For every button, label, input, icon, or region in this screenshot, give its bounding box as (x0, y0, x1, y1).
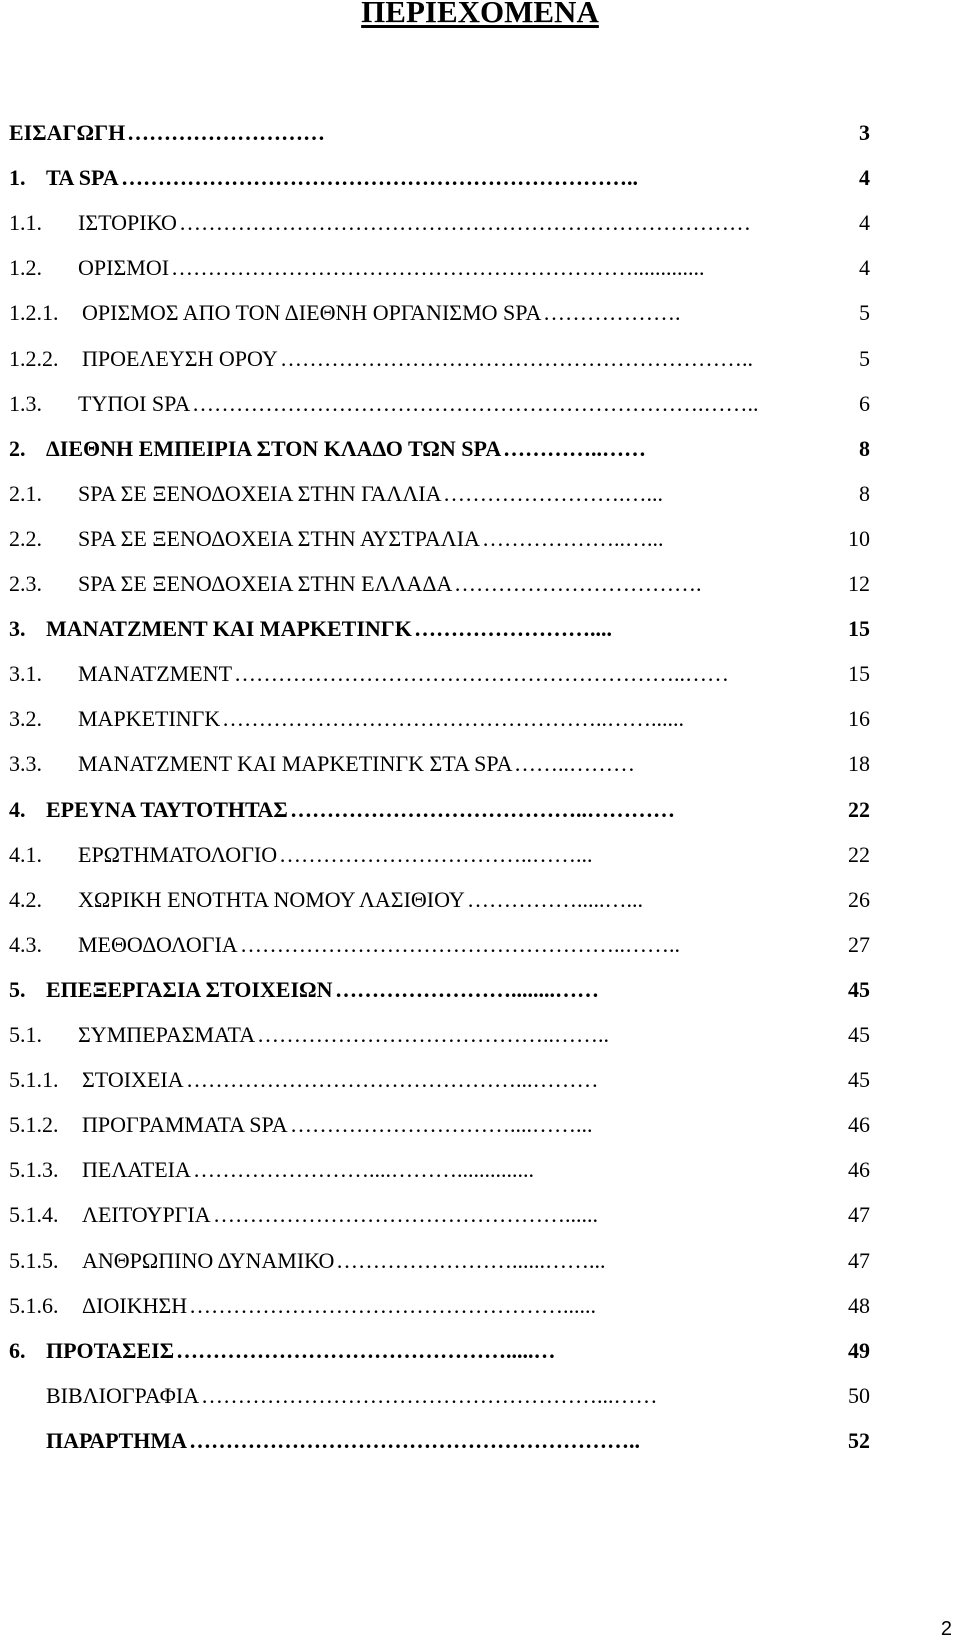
toc-entry-leader: ……………………………………………...... (189, 1292, 596, 1318)
toc-entry-label: ΣΤΟΙΧΕΙΑ (82, 1067, 184, 1093)
toc-entry (0, 163, 960, 193)
toc-entry-page: 49 (848, 1337, 870, 1363)
toc-entry-label: ΟΡΙΣΜΟΙ (78, 255, 170, 281)
toc-entry (0, 118, 960, 148)
toc-entry-label: ΠΑΡΑΡΤΗΜΑ (46, 1427, 187, 1453)
toc-entry-page: 5 (859, 300, 870, 326)
toc-entry (0, 344, 960, 374)
toc-entry-number: 2.1. (9, 480, 42, 506)
toc-entry-page: 46 (848, 1112, 870, 1138)
toc-entry-number: 4.3. (9, 931, 42, 957)
toc-entry-leader: …………………….... (414, 616, 612, 642)
toc-entry-label: SPA ΣΕ ΞΕΝΟΔΟΧΕΙΑ ΣΤΗΝ ΕΛΛΑΔΑ (78, 571, 453, 596)
toc-entry-number: 2.3. (9, 571, 42, 596)
toc-entry (0, 749, 960, 779)
toc-entry (0, 524, 960, 554)
page-title: ΠΕΡΙΕΧΟΜΕΝΑ (361, 0, 599, 29)
toc-entry-page: 22 (848, 841, 870, 867)
toc-entry-leader: ……………………………………………..……...... (222, 706, 684, 732)
toc-entry-number: 5. (9, 976, 26, 1002)
toc-entry-label: ΠΡΟΕΛΕΥΣΗ ΟΡΟΥ (82, 345, 278, 371)
toc-entry-leader: ………………………………………...……… (186, 1067, 599, 1093)
toc-entry-page: 15 (848, 661, 870, 687)
toc-entry-number: 4.2. (9, 886, 42, 912)
toc-entry-leader: ……………………… (127, 120, 325, 145)
toc-entry-label: ΤΥΠΟΙ SPA (78, 390, 191, 416)
toc-entry-number: 4. (9, 796, 26, 822)
toc-entry-leader: ……………………………..……... (279, 841, 593, 867)
toc-entry-label: SPA ΣΕ ΞΕΝΟΔΟΧΕΙΑ ΣΤΗΝ ΑΥΣΤΡΑΛΙΑ (78, 525, 480, 551)
toc-entry-label: ΑΝΘΡΩΠΙΝΟ ΔΥΝΑΜΙΚΟ (82, 1247, 335, 1273)
toc-entry-leader: …………………………………..…….. (257, 1022, 609, 1047)
toc-entry-number: 1.2.1. (9, 300, 59, 326)
toc-entry-number: 3.3. (9, 751, 42, 777)
toc-entry-leader: …………………………………………...... (213, 1202, 598, 1228)
toc-entry-leader: ………………………………………………...…… (201, 1382, 658, 1408)
toc-entry-leader: …………………………………………………………….. (121, 165, 638, 191)
toc-entry-number: 1.3. (9, 390, 42, 416)
toc-entry-leader: …………………………………..………… (290, 796, 675, 822)
page-number: 2 (940, 1618, 952, 1640)
toc-entry-number: 5.1.3. (9, 1157, 59, 1183)
toc-entry-number: 1.1. (9, 210, 42, 236)
toc-entry-page: 26 (848, 886, 870, 912)
toc-entry-number: 5.1.6. (9, 1292, 59, 1318)
toc-entry-number: 1.2. (9, 255, 42, 281)
toc-entry-page: 50 (848, 1382, 870, 1408)
toc-entry-leader: ……………………………………….....… (176, 1337, 556, 1363)
toc-entry-page: 18 (848, 751, 870, 777)
toc-entry-label: ΠΡΟΤΑΣΕΙΣ (46, 1337, 175, 1363)
toc-entry (0, 1155, 960, 1185)
toc-entry-leader: …………………….…... (443, 480, 663, 506)
toc-entry-page: 6 (859, 390, 870, 416)
toc-entry-label: ΔΙΟΙΚΗΣΗ (82, 1292, 188, 1318)
toc-entry (0, 975, 960, 1005)
toc-entry-number: 3.1. (9, 661, 42, 687)
toc-entry-page: 8 (859, 480, 870, 506)
toc-entry-page: 12 (848, 571, 870, 596)
toc-entry-page: 45 (848, 976, 870, 1002)
toc-entry-leader: ……………………......……... (336, 1247, 606, 1273)
toc-entry (0, 1110, 960, 1140)
toc-entry-page: 16 (848, 706, 870, 732)
toc-entry (0, 479, 960, 509)
toc-entry-number: 1. (9, 165, 26, 191)
toc-entry-label: ΙΣΤΟΡΙΚΟ (78, 210, 177, 236)
toc-entry-label: ΧΩΡΙΚΗ ΕΝΟΤΗΤΑ ΝΟΜΟΥ ΛΑΣΙΘΙΟΥ (78, 886, 465, 912)
toc-entry (0, 389, 960, 419)
toc-entry (0, 1291, 960, 1321)
toc-entry-page: 8 (859, 435, 870, 461)
toc-entry (0, 569, 960, 599)
toc-entry-leader: ……………………………. (454, 571, 702, 596)
toc-entry-label: ΜΑΝΑΤΖΜΕΝΤ ΚΑΙ ΜΑΡΚΕΤΙΝΓΚ (46, 616, 412, 642)
toc-entry-label: SPA ΣΕ ΞΕΝΟΔΟΧΕΙΑ ΣΤΗΝ ΓΑΛΛΙΑ (78, 480, 442, 506)
toc-entry-page: 3 (859, 120, 870, 145)
toc-entry (0, 1381, 960, 1411)
toc-entry-leader: …………………………………………………….. (189, 1427, 640, 1453)
toc-entry (0, 795, 960, 825)
toc-entry-page: 46 (848, 1157, 870, 1183)
toc-entry-leader: ……………………………………………..…….. (240, 931, 680, 957)
toc-entry-label: ΜΑΡΚΕΤΙΝΓΚ (78, 706, 221, 732)
toc-entry-leader: …………..…… (503, 435, 646, 461)
toc-entry-number: 5.1.4. (9, 1202, 59, 1228)
toc-entry-label: ΜΕΘΟΔΟΛΟΓΙΑ (78, 931, 238, 957)
toc-entry-label: ΠΡΟΓΡΑΜΜΑΤΑ SPA (82, 1112, 288, 1138)
toc-entry (0, 253, 960, 283)
toc-entry (0, 1065, 960, 1095)
toc-entry-page: 4 (859, 255, 870, 281)
toc-entry-label: ΒΙΒΛΙΟΓΡΑΦΙΑ (46, 1382, 200, 1408)
toc-entry-number: 3. (9, 616, 26, 642)
toc-entry (0, 614, 960, 644)
toc-entry-label: ΜΑΝΑΤΖΜΕΝΤ (78, 661, 233, 687)
toc-entry-label: ΤΑ SPA (46, 165, 119, 191)
toc-entry-label: ΟΡΙΣΜΟΣ ΑΠΟ ΤΟΝ ΔΙΕΘΝΗ ΟΡΓΑΝΙΣΜΟ SPA (82, 300, 542, 326)
toc-entry-number: 4.1. (9, 841, 42, 867)
toc-entry (0, 1246, 960, 1276)
toc-entry-label: ΠΕΛΑΤΕΙΑ (82, 1157, 191, 1183)
toc-entry-leader: ……..……… (514, 751, 635, 777)
toc-entry-leader: ……………………………………………………….. (280, 345, 753, 371)
toc-entry (0, 930, 960, 960)
toc-entry-page: 47 (848, 1247, 870, 1273)
toc-entry-page: 27 (848, 931, 870, 957)
toc-entry-number: 5.1. (9, 1022, 42, 1047)
toc-entry-label: ΕΡΩΤΗΜΑΤΟΛΟΓΙΟ (78, 841, 278, 867)
toc-entry (0, 1336, 960, 1366)
toc-entry-leader: …………………………………………………………….…….. (192, 390, 759, 416)
toc-entry-number: 2.2. (9, 525, 42, 551)
toc-entry-leader: ………………. (543, 300, 681, 326)
toc-entry-label: ΕΙΣΑΓΩΓΗ (9, 120, 126, 145)
toc-entry-page: 4 (859, 165, 870, 191)
toc-entry-leader: …………………………....……... (290, 1112, 593, 1138)
toc-entry (0, 840, 960, 870)
toc-entry-label: ΔΙΕΘΝΗ ΕΜΠΕΙΡΙΑ ΣΤΟΝ ΚΛΑΔΟ ΤΩΝ SPA (46, 435, 502, 461)
toc-entry-page: 48 (848, 1292, 870, 1318)
toc-entry-leader: ………………………………………………………............. (171, 255, 705, 281)
toc-entry (0, 298, 960, 328)
toc-entry-number: 1.2.2. (9, 345, 59, 371)
toc-entry-page: 45 (848, 1022, 870, 1047)
toc-entry-leader: ……………………………………………………..…… (234, 661, 729, 687)
toc-entry (0, 659, 960, 689)
toc-entry (0, 885, 960, 915)
toc-entry-number: 6. (9, 1337, 26, 1363)
toc-entry (0, 434, 960, 464)
toc-entry-page: 4 (859, 210, 870, 236)
toc-entry-label: ΕΠΕΞΕΡΓΑΣΙΑ ΣΤΟΙΧΕΙΩΝ (46, 976, 333, 1002)
toc-entry-page: 15 (848, 616, 870, 642)
toc-entry (0, 1020, 960, 1050)
toc-entry-page: 52 (848, 1427, 870, 1453)
toc-entry-leader: ……………………........…… (335, 976, 599, 1002)
toc-entry (0, 704, 960, 734)
toc-entry-number: 5.1.1. (9, 1067, 59, 1093)
toc-entry-label: ΕΡΕΥΝΑ ΤΑΥΤΟΤΗΤΑΣ (46, 796, 288, 822)
toc-entry-label: ΜΑΝΑΤΖΜΕΝΤ ΚΑΙ ΜΑΡΚΕΤΙΝΓΚ ΣΤΑ SPA (78, 751, 513, 777)
toc-entry-page: 47 (848, 1202, 870, 1228)
toc-entry (0, 1426, 960, 1456)
toc-entry-number: 5.1.5. (9, 1247, 59, 1273)
toc-entry-leader: ………………..…... (482, 525, 664, 551)
toc-entry-label: ΣΥΜΠΕΡΑΣΜΑΤΑ (78, 1022, 256, 1047)
toc-entry-leader: ……………………....……….............. (193, 1157, 534, 1183)
toc-entry-page: 10 (848, 525, 870, 551)
toc-entry-page: 5 (859, 345, 870, 371)
toc-entry-leader: …………….....…... (467, 886, 643, 912)
toc-entry-number: 5.1.2. (9, 1112, 59, 1138)
toc-entry (0, 208, 960, 238)
toc-entry-leader: …………………………………………………………………… (179, 210, 751, 236)
toc-entry-number: 3.2. (9, 706, 42, 732)
toc-entry-number: 2. (9, 435, 26, 461)
toc-entry-label: ΛΕΙΤΟΥΡΓΙΑ (82, 1202, 211, 1228)
toc-entry-page: 45 (848, 1067, 870, 1093)
toc-entry (0, 1200, 960, 1230)
toc-entry-page: 22 (848, 796, 870, 822)
